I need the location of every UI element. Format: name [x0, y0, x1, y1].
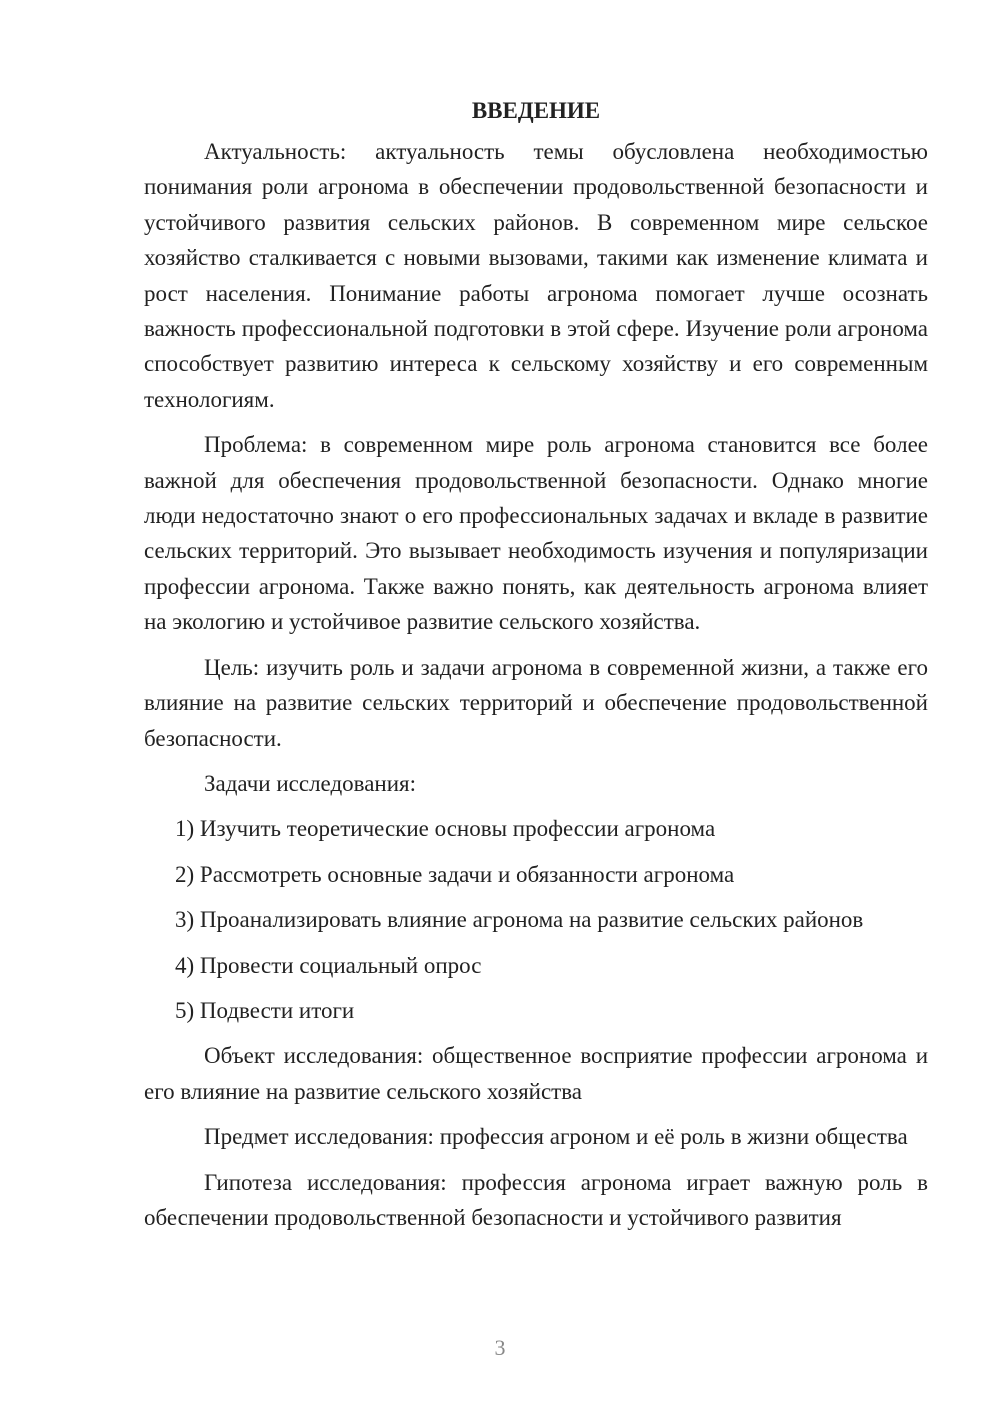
object-paragraph: Объект исследования: общественное восприятие профессии агронома и его влияние на развитие сельского хозяйства — [144, 1043, 928, 1104]
hypothesis-paragraph: Гипотеза исследования: профессия агронома играет важную роль в обеспечении продовольственной безопасности и устойчивого развития — [144, 1169, 928, 1230]
tasks-heading: Задачи исследования: — [204, 770, 417, 796]
relevance-paragraph: Актуальность: актуальность темы обусловлена необходимостью понимания роли агронома в обеспечении продовольственной безопасности и устойчивого развития сельских районов. В современном мире сельское хозяйство сталкивается с новыми вызовами, такими как изменение климата и рост населения. Понимание работы агронома помогает лучше осознать важность профессиональной подготовки в этой сфере. Изучение роли агронома способствует развитию интереса к сельскому хозяйству и его современным технологиям. — [144, 139, 928, 412]
page-title: ВВЕДЕНИЕ — [471, 98, 601, 123]
page-number: 3 — [494, 1335, 506, 1360]
task-list — [144, 811, 928, 1028]
subject-paragraph: Предмет исследования: профессия агроном и её роль в жизни общества — [204, 1124, 908, 1150]
task-item: 2) Рассмотреть основные задачи и обязанности агронома — [175, 861, 735, 887]
task-item: 1) Изучить теоретические основы профессии агронома — [175, 816, 716, 842]
task-item: 5) Подвести итоги — [175, 997, 355, 1023]
goal-paragraph: Цель: изучить роль и задачи агронома в современной жизни, а также его влияние на развитие сельских территорий и обеспечение продовольственной безопасности. — [144, 654, 928, 751]
task-item: 3) Проанализировать влияние агронома на развитие сельских районов — [175, 907, 864, 933]
problem-paragraph: Проблема: в современном мире роль агронома становится все более важной для обеспечения продовольственной безопасности. Однако многие люди недостаточно знают о его профессиональных задачах и вкладе в развитие сельских территорий. Это вызывает необходимость изучения и популяризации профессии агронома. Также важно понять, как деятельность агронома влияет на экологию и устойчивое развитие сельского хозяйства. — [144, 432, 928, 635]
task-item: 4) Провести социальный опрос — [175, 952, 482, 978]
page-content — [144, 96, 928, 1245]
